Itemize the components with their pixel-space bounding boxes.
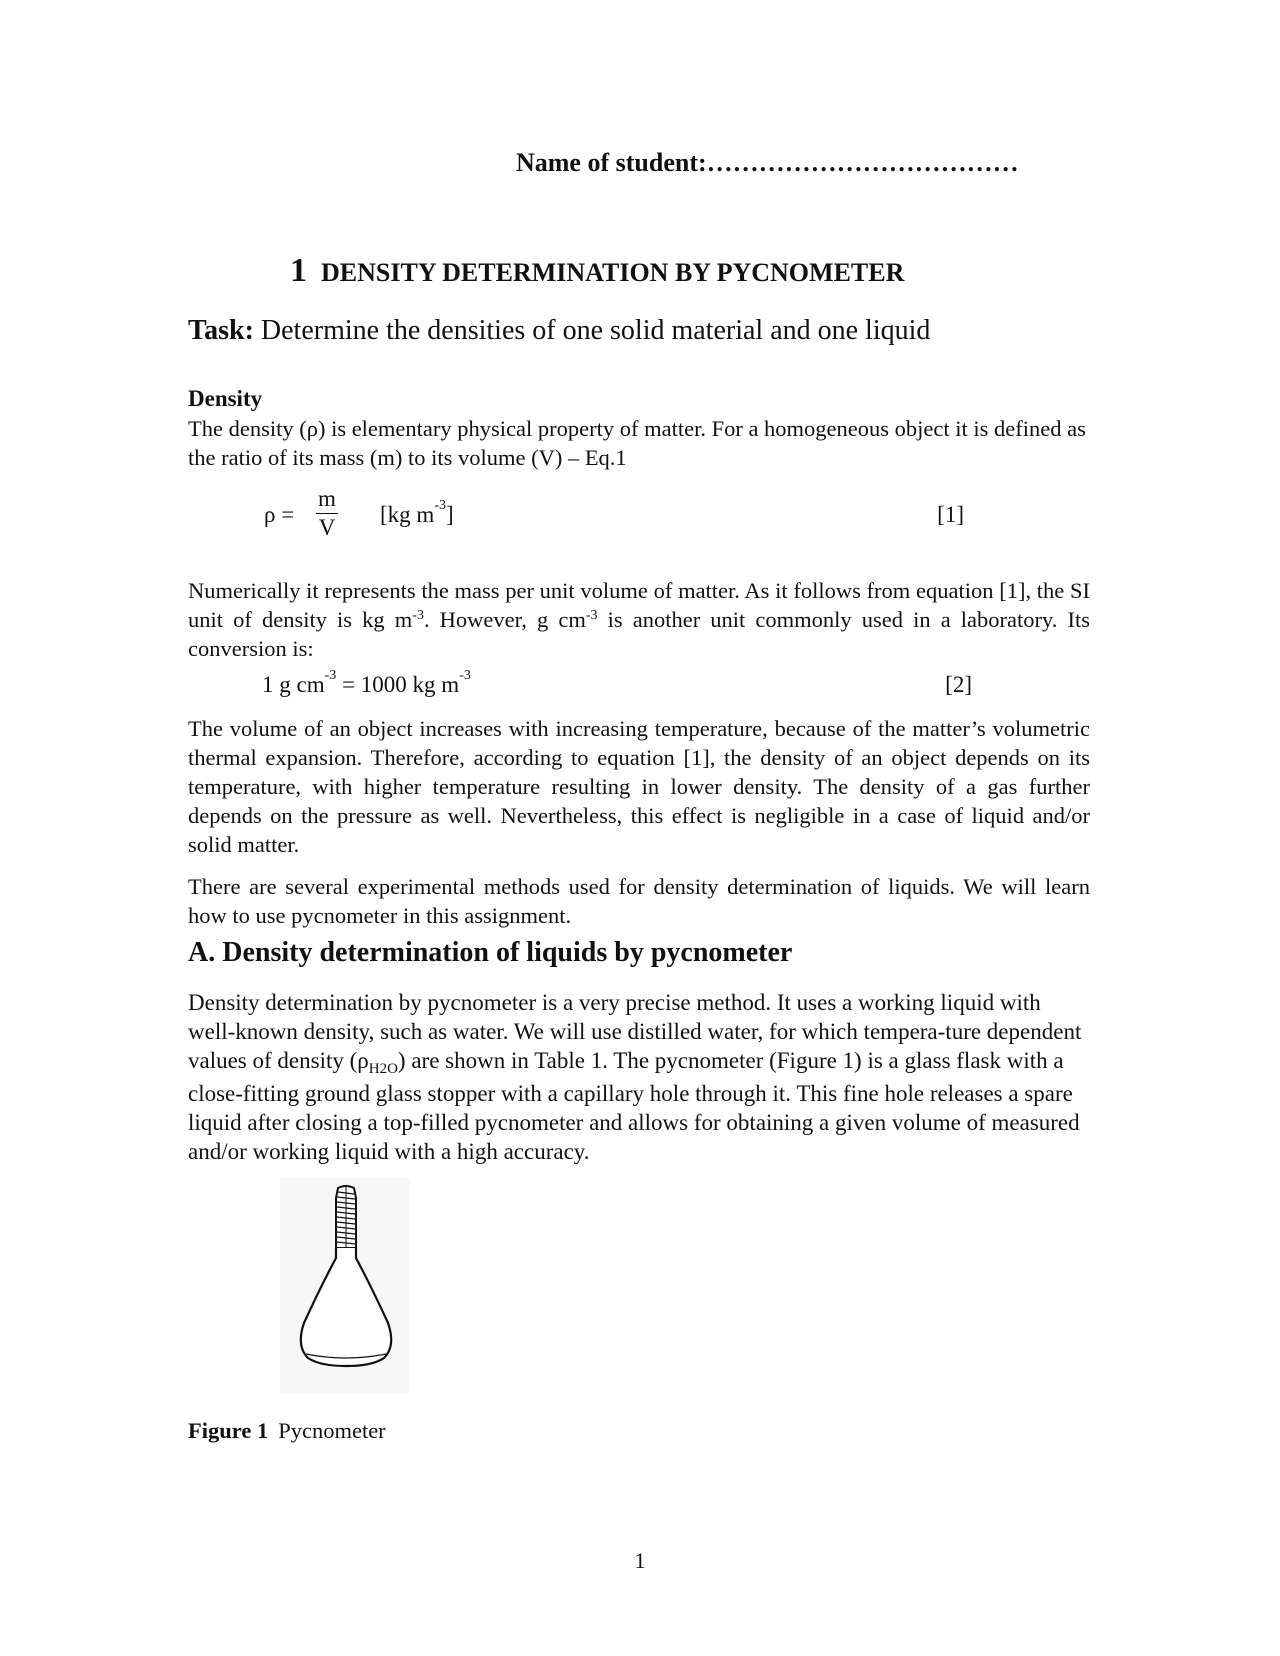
figure-caption <box>188 1418 386 1444</box>
para2-exp2: -3 <box>585 608 598 623</box>
figure-label: Figure 1 <box>188 1418 269 1443</box>
pycnometer-figure <box>280 1178 410 1393</box>
student-name-dots: ……………………………… <box>706 148 1019 177</box>
pycnometer-icon <box>280 1178 410 1393</box>
si-unit-paragraph <box>188 576 1090 663</box>
para2-part3: is another unit commonly used in a laboratory. Its conversion is: <box>188 607 1091 661</box>
section-a-part2: ) are shown in Table 1. The pycnometer (Figure 1) is a glass flask with a close-fitting ground glass stopper with a capillary hole through it. This fine hole releases a spare liquid after closing a top-filled pycnometer and allows for obtaining a given volume of measured and/or working liquid with a high accuracy. <box>188 1048 1080 1164</box>
section-a-heading: A. Density determination of liquids by pycnometer <box>188 937 793 968</box>
title-number: 1 <box>290 252 307 289</box>
student-name-label: Name of student: <box>516 148 707 177</box>
section-a-part1: Density determination by pycnometer is a very precise method. It uses a working liquid with well-known density, such as water. We will use distilled water, for which tempera-ture dependent values of density (ρ <box>188 990 1082 1073</box>
section-a-subscript: H2O <box>368 1061 398 1077</box>
equation-1-numerator: m <box>318 486 336 511</box>
equation-1-denominator: V <box>318 515 336 540</box>
equation-2-ref: [2] <box>945 672 972 697</box>
unit-prefix: [kg m <box>380 502 435 527</box>
equation-2-rhs: = 1000 kg m <box>336 672 460 697</box>
task-text: Determine the densities of one solid material and one liquid <box>253 315 931 346</box>
student-name-line <box>516 148 1076 178</box>
title-text: DENSITY DETERMINATION BY PYCNOMETER <box>321 258 905 287</box>
methods-paragraph: There are several experimental methods used for density determination of liquids. We will learn how to use pycnometer in this assignment. <box>188 874 1090 928</box>
para2-part1: Numerically it represents the mass per unit volume of matter. As it follows from equation [1], the SI unit of density is kg m <box>188 578 1090 632</box>
equation-1 <box>264 486 964 546</box>
equation-1-unit <box>380 498 454 528</box>
equation-2-lhs: 1 g cm <box>262 672 325 697</box>
task-label: Task: <box>188 315 254 346</box>
section-a-paragraph <box>188 988 1090 1166</box>
page-title <box>290 252 1050 290</box>
equation-1-ref: [1] <box>937 502 964 527</box>
para2-exp1: -3 <box>412 608 424 623</box>
equation-2 <box>262 668 972 698</box>
unit-exponent: -3 <box>434 498 446 513</box>
equation-2-lhs-exp: -3 <box>324 668 337 683</box>
equation-2-rhs-exp: -3 <box>459 668 471 683</box>
temperature-paragraph: The volume of an object increases with increasing temperature, because of the matter’s volumetric thermal expansion. Therefore, according to equation [1], the density of an object depends on its temperature, with higher temperature resulting in lower density. The density of a gas further depends on the pressure as well. Nevertheless, this effect is negligible in a case of liquid and/or solid matter. <box>188 716 1090 857</box>
equation-1-fraction <box>312 486 342 541</box>
task-statement <box>188 315 1088 347</box>
density-definition-paragraph: The density (ρ) is elementary physical property of matter. For a homogeneous object it is defined as the ratio of its mass (m) to its volume (V) – Eq.1 <box>188 416 1086 470</box>
unit-suffix: ] <box>445 502 454 527</box>
figure-caption-text: Pycnometer <box>278 1418 386 1443</box>
para2-part2: . However, g cm <box>423 607 586 632</box>
density-heading: Density <box>188 386 263 411</box>
equation-1-lhs: ρ = <box>264 502 295 527</box>
page-number: 1 <box>634 1548 646 1573</box>
fraction-bar <box>316 513 338 514</box>
